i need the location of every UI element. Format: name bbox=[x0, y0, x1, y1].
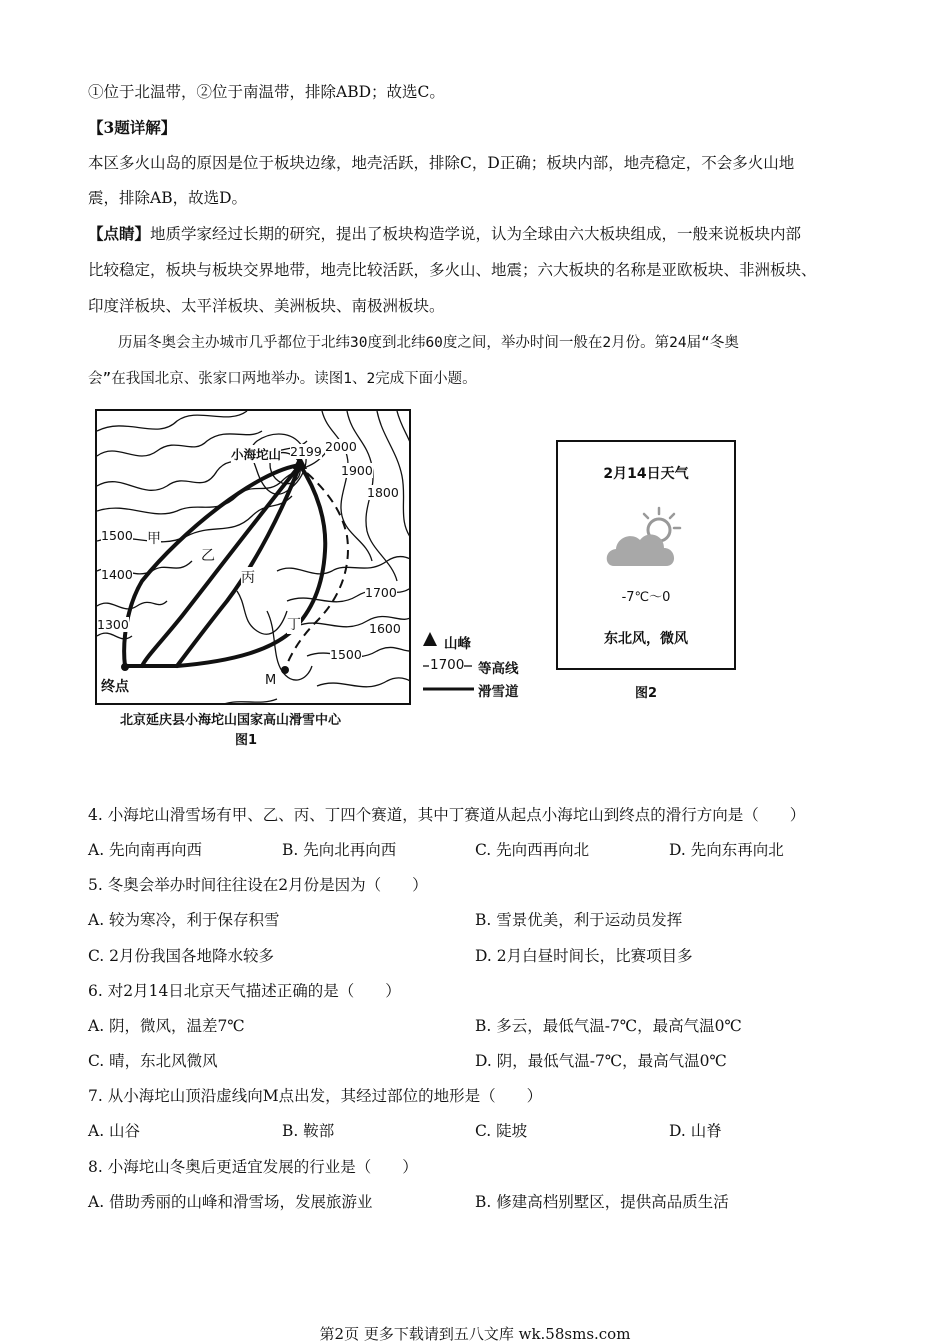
question-6: 6. 对2月14日北京天气描述正确的是（ ） bbox=[88, 982, 401, 1000]
legend-ski-run: 滑雪道 bbox=[478, 684, 519, 700]
cloud-sun-icon bbox=[602, 504, 692, 574]
weather-card bbox=[556, 440, 736, 670]
contour-map bbox=[95, 409, 411, 705]
route-ding-label: 丁 bbox=[287, 614, 301, 634]
option-5a: A. 较为寒冷，利于保存积雪 bbox=[88, 911, 280, 929]
text-line: ①位于北温带，②位于南温带，排除ABD；故选C。 bbox=[88, 83, 445, 101]
tip-tag: 【点睛】 bbox=[88, 224, 151, 243]
page-footer: 第2页 更多下载请到五八文库 wk.58sms.com bbox=[319, 1325, 631, 1343]
text-line: 比较稳定，板块与板块交界地带，地壳比较活跃，多火山、地震；六大板块的名称是亚欧板块、非洲板块、 bbox=[88, 261, 817, 279]
option-5c: C. 2月份我国各地降水较多 bbox=[88, 947, 275, 965]
intro-text: 会”在我国北京、张家口两地举办。读图1、2完成下面小题。 bbox=[88, 371, 477, 387]
route-jia-label: 甲 bbox=[147, 528, 161, 548]
option-4d: D. 先向东再向北 bbox=[669, 841, 784, 859]
contour-label: 1900 bbox=[341, 463, 373, 478]
option-6b: B. 多云，最低气温-7℃，最高气温0℃ bbox=[475, 1017, 742, 1035]
contour-label: 2000 bbox=[325, 439, 357, 454]
option-8b: B. 修建高档别墅区，提供高品质生活 bbox=[475, 1193, 729, 1211]
tip-text: 地质学家经过长期的研究，提出了板块构造学说，认为全球由六大板块组成，一般来说板块内部 bbox=[150, 225, 802, 243]
text-line bbox=[88, 224, 801, 244]
option-7a: A. 山谷 bbox=[88, 1122, 141, 1140]
text-line: 震，排除AB，故选D。 bbox=[88, 189, 248, 207]
point-m-label: M bbox=[265, 673, 277, 688]
figure1-number: 图1 bbox=[235, 733, 258, 748]
option-6d: D. 阴，最低气温-7℃，最高气温0℃ bbox=[475, 1052, 727, 1070]
option-4a: A. 先向南再向西 bbox=[88, 841, 203, 859]
contour-label: 1600 bbox=[369, 621, 401, 636]
weather-temperature: -7℃～0 bbox=[621, 590, 671, 605]
question-5: 5. 冬奥会举办时间往往设在2月份是因为（ ） bbox=[88, 876, 428, 894]
option-8a: A. 借助秀丽的山峰和滑雪场，发展旅游业 bbox=[88, 1193, 373, 1211]
peak-elevation: 2199 bbox=[290, 444, 322, 459]
question-7: 7. 从小海坨山顶沿虚线向M点出发，其经过部位的地形是（ ） bbox=[88, 1087, 543, 1105]
option-7b: B. 鞍部 bbox=[282, 1122, 335, 1140]
option-6a: A. 阴，微风，温差7℃ bbox=[88, 1017, 245, 1035]
option-4c: C. 先向西再向北 bbox=[475, 841, 590, 859]
text-line: 本区多火山岛的原因是位于板块边缘，地壳活跃，排除C，D正确；板块内部，地壳稳定，不会多火山地 bbox=[88, 154, 795, 172]
legend-dash bbox=[464, 665, 476, 669]
route-bing-label: 丙 bbox=[241, 567, 255, 587]
option-5b: B. 雪景优美，利于运动员发挥 bbox=[475, 911, 683, 929]
weather-title: 2月14日天气 bbox=[603, 466, 689, 482]
section-heading: 【3题详解】 bbox=[88, 118, 177, 137]
peak-legend-icon bbox=[423, 632, 437, 646]
contour-label: 1800 bbox=[367, 485, 399, 500]
question-4: 4. 小海坨山滑雪场有甲、乙、丙、丁四个赛道，其中丁赛道从起点小海坨山到终点的滑行方向是（ ） bbox=[88, 806, 806, 824]
contour-label: 1500 bbox=[101, 528, 133, 543]
question-8: 8. 小海坨山冬奥后更适宜发展的行业是（ ） bbox=[88, 1158, 418, 1176]
contour-label: 1300 bbox=[97, 617, 129, 632]
end-point-label: 终点 bbox=[101, 676, 129, 696]
contour-label: 1700 bbox=[365, 585, 397, 600]
intro-text: 历届冬奥会主办城市几乎都位于北纬30度到北纬60度之间，举办时间一般在2月份。第24届“冬奥 bbox=[118, 335, 739, 351]
peak-name: 小海坨山 bbox=[231, 447, 282, 462]
figure2-number: 图2 bbox=[635, 686, 658, 701]
legend-contour-number: 1700 bbox=[430, 657, 465, 673]
contour-label: 1400 bbox=[101, 567, 133, 582]
contour-label: 1500 bbox=[330, 647, 362, 662]
legend-contour: 等高线 bbox=[478, 661, 519, 677]
option-7c: C. 陡坡 bbox=[475, 1122, 528, 1140]
figure1-caption: 北京延庆县小海坨山国家高山滑雪中心 bbox=[120, 713, 342, 728]
option-6c: C. 晴，东北风微风 bbox=[88, 1052, 218, 1070]
weather-wind: 东北风，微风 bbox=[604, 631, 688, 647]
legend-ski-line bbox=[424, 686, 476, 692]
option-4b: B. 先向北再向西 bbox=[282, 841, 397, 859]
option-7d: D. 山脊 bbox=[669, 1122, 722, 1140]
route-yi-label: 乙 bbox=[201, 545, 215, 565]
option-5d: D. 2月白昼时间长，比赛项目多 bbox=[475, 947, 693, 965]
text-line: 印度洋板块、太平洋板块、美洲板块、南极洲板块。 bbox=[88, 297, 445, 315]
legend-peak: 山峰 bbox=[444, 636, 471, 652]
